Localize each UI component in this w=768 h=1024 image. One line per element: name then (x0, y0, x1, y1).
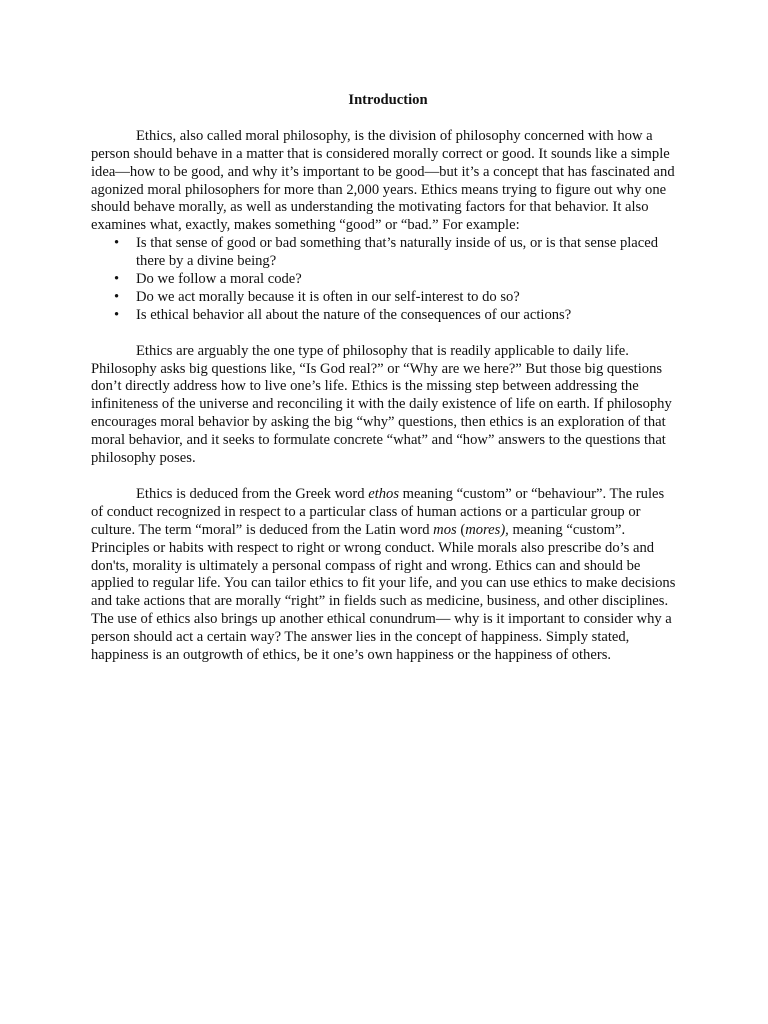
list-item (91, 235, 679, 271)
list-item (91, 271, 679, 289)
paragraph-3 (91, 486, 679, 665)
bullet-icon: • (114, 235, 120, 252)
paragraph-spacer (91, 325, 679, 343)
list-item-text: Do we follow a moral code? (136, 271, 302, 288)
term-mos: mos (433, 521, 457, 538)
list-item-text: Is that sense of good or bad something that’s naturally inside of us, or is that sense placed there by a divine being? (136, 235, 659, 270)
list-item-text: Is ethical behavior all about the nature of the consequences of our actions? (136, 306, 572, 323)
document-page (91, 92, 679, 665)
term-mores: mores), (465, 521, 509, 538)
paragraph-3-text: meaning “custom”. Principles or habits with respect to right or wrong conduct. While morals also prescribe do’s and don'ts, morality is ultimately a personal compass of right and wrong. Ethics can and should be applied to regular life. You can tailor ethics to fit your life, and you can use ethics to make decisions and take actions that are morally “right” in fields such as medicine, business, and other disciplines. The use of ethics also brings up another ethical conundrum— why is it important to consider why a person should act a certain way? The answer lies in the concept of happiness. Simply stated, happiness is an outgrowth of ethics, be it one’s own happiness or the happiness of others. (91, 521, 676, 664)
list-item-text: Do we act morally because it is often in our self-interest to do so? (136, 288, 520, 305)
paragraph-1: Ethics, also called moral philosophy, is the division of philosophy concerned with how a person should behave in a matter that is considered morally correct or good. It sounds like a simple idea—how to be good, and why it’s important to be good—but it’s a concept that has fascinated and agonized moral philosophers for more than 2,000 years. Ethics means trying to figure out why one should behave morally, as well as understanding the motivating factors for that behavior. It also examines what, exactly, makes something “good” or “bad.” For example: (91, 127, 675, 234)
paragraph-spacer (91, 468, 679, 486)
term-ethos: ethos (368, 485, 400, 502)
paragraph-2: Ethics are arguably the one type of philosophy that is readily applicable to daily life. Philosophy asks big questions like, “Is God real?” or “Why are we here?” But those big questions don’t directly address how to live one’s life. Ethics is the missing step between addressing the infiniteness of the universe and reconciling it with the daily existence of life on earth. If philosophy encourages moral behavior by asking the big “why” questions, then ethics is an exploration of that moral behavior, and it seeks to formulate concrete “what” and “how” answers to the questions that philosophy poses. (91, 342, 672, 467)
bullet-icon: • (114, 271, 120, 288)
paragraph-3-text: ( (456, 521, 466, 538)
bullet-icon: • (114, 306, 120, 323)
list-item (91, 289, 679, 307)
question-list (91, 235, 679, 325)
bullet-icon: • (114, 288, 120, 305)
list-item (91, 307, 679, 325)
paragraph-3-text: Ethics is deduced from the Greek word (136, 485, 369, 502)
document-title: Introduction (348, 92, 428, 108)
paragraph-3-text: meaning “custom” or “behaviour”. The rules of conduct recognized in respect to a particular class of human actions or a particular group or culture. The term “moral” is deduced from the Latin word (91, 485, 665, 538)
